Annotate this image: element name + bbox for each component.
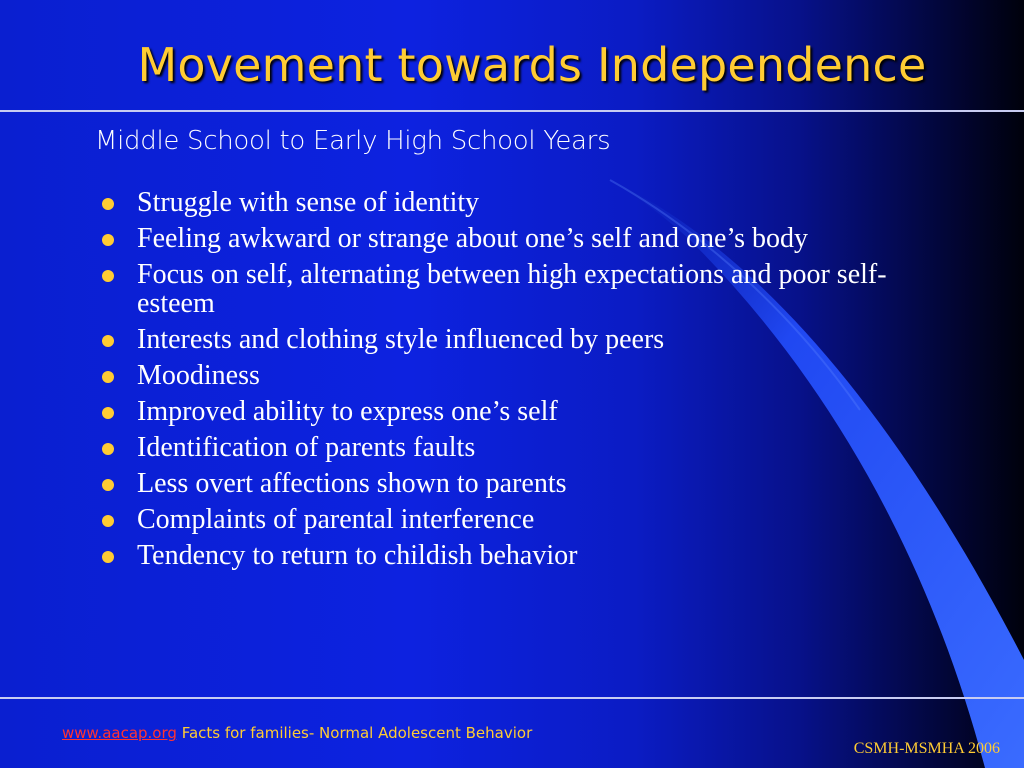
bullet-text: Struggle with sense of identity (137, 187, 480, 218)
bullet-text: Interests and clothing style influenced by peers (137, 324, 665, 355)
bullet-dot-icon (102, 371, 114, 383)
bullet-list (100, 188, 920, 577)
bullet-dot-icon (102, 515, 114, 527)
footer-source (62, 724, 532, 742)
source-link[interactable]: www.aacap.org (62, 724, 177, 742)
bullet-item (100, 505, 920, 534)
bullet-text: Improved ability to express one’s self (137, 396, 558, 427)
bullet-item (100, 325, 920, 354)
bullet-item (100, 224, 920, 253)
bullet-dot-icon (102, 479, 114, 491)
bullet-text: Complaints of parental interference (137, 504, 535, 535)
bullet-item (100, 469, 920, 498)
bullet-item (100, 260, 920, 318)
bullet-item (100, 361, 920, 390)
bullet-text: Moodiness (137, 360, 260, 391)
bullet-dot-icon (102, 443, 114, 455)
bullet-item (100, 397, 920, 426)
bullet-text: Less overt affections shown to parents (137, 468, 567, 499)
bullet-text: Feeling awkward or strange about one’s self and one’s body (137, 223, 809, 254)
footer-divider (0, 697, 1024, 699)
bullet-text: Identification of parents faults (137, 432, 476, 463)
bullet-item (100, 541, 920, 570)
bullet-text: Focus on self, alternating between high expectations and poor self-esteem (137, 259, 887, 319)
bullet-dot-icon (102, 407, 114, 419)
bullet-text: Tendency to return to childish behavior (137, 540, 578, 571)
bullet-dot-icon (102, 551, 114, 563)
title-divider (0, 110, 1024, 112)
bullet-item (100, 433, 920, 462)
bullet-dot-icon (102, 198, 114, 210)
bullet-dot-icon (102, 335, 114, 347)
footer-credit: CSMH-MSMHA 2006 (853, 740, 1000, 757)
bullet-item (100, 188, 920, 217)
bullet-dot-icon (102, 270, 114, 282)
bullet-dot-icon (102, 234, 114, 246)
source-description: Facts for families- Normal Adolescent Behavior (176, 724, 533, 742)
slide-subtitle: Middle School to Early High School Years (95, 126, 611, 156)
slide-title: Movement towards Independence (137, 38, 927, 92)
